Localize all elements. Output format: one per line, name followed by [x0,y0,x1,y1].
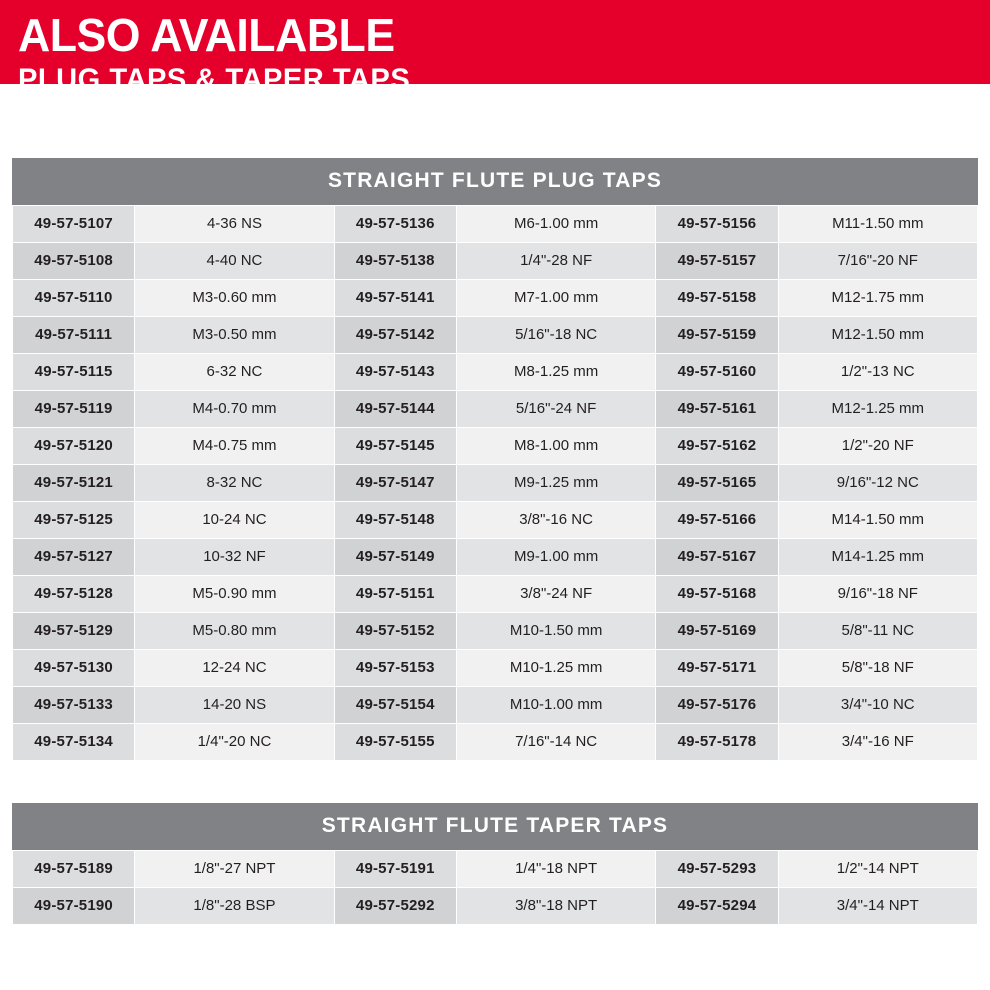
sku-cell: 49-57-5159 [656,317,778,354]
sku-cell: 49-57-5149 [334,539,456,576]
sku-cell: 49-57-5190 [13,888,135,925]
table-row [13,851,978,888]
description-cell: M12-1.75 mm [778,280,977,317]
description-cell: 1/2"-14 NPT [778,851,977,888]
table-row [13,687,978,724]
table-row [13,613,978,650]
description-cell: M7-1.00 mm [456,280,655,317]
sku-cell: 49-57-5119 [13,391,135,428]
sku-cell: 49-57-5294 [656,888,778,925]
sku-cell: 49-57-5157 [656,243,778,280]
description-cell: 3/8"-16 NC [456,502,655,539]
description-cell: M4-0.70 mm [135,391,334,428]
table-row [13,576,978,613]
table-row [13,428,978,465]
header-banner [0,0,990,96]
sku-cell: 49-57-5129 [13,613,135,650]
table-row [13,650,978,687]
description-cell: 10-24 NC [135,502,334,539]
description-cell: 1/4"-18 NPT [456,851,655,888]
table-row [13,243,978,280]
table-row [13,465,978,502]
description-cell: 3/4"-14 NPT [778,888,977,925]
sku-cell: 49-57-5148 [334,502,456,539]
description-cell: M10-1.00 mm [456,687,655,724]
sku-cell: 49-57-5108 [13,243,135,280]
sku-cell: 49-57-5191 [334,851,456,888]
description-cell: M4-0.75 mm [135,428,334,465]
plug-taps-table-wrap [12,158,978,761]
table-row [13,539,978,576]
description-cell: 3/8"-24 NF [456,576,655,613]
description-cell: 1/4"-20 NC [135,724,334,761]
description-cell: 5/16"-24 NF [456,391,655,428]
description-cell: 8-32 NC [135,465,334,502]
description-cell: 5/8"-18 NF [778,650,977,687]
table-row [13,391,978,428]
sku-cell: 49-57-5134 [13,724,135,761]
sku-cell: 49-57-5176 [656,687,778,724]
banner-subtitle: PLUG TAPS & TAPER TAPS [18,63,411,96]
sku-cell: 49-57-5167 [656,539,778,576]
description-cell: M12-1.25 mm [778,391,977,428]
description-cell: 4-36 NS [135,206,334,243]
sku-cell: 49-57-5145 [334,428,456,465]
sku-cell: 49-57-5152 [334,613,456,650]
sku-cell: 49-57-5169 [656,613,778,650]
description-cell: M5-0.90 mm [135,576,334,613]
description-cell: M8-1.25 mm [456,354,655,391]
table-row [13,280,978,317]
sku-cell: 49-57-5125 [13,502,135,539]
sku-cell: 49-57-5136 [334,206,456,243]
taper-taps-table-wrap [12,803,978,925]
sku-cell: 49-57-5178 [656,724,778,761]
sku-cell: 49-57-5171 [656,650,778,687]
description-cell: 9/16"-18 NF [778,576,977,613]
description-cell: M3-0.60 mm [135,280,334,317]
description-cell: 1/2"-20 NF [778,428,977,465]
sku-cell: 49-57-5144 [334,391,456,428]
sku-cell: 49-57-5155 [334,724,456,761]
sku-cell: 49-57-5128 [13,576,135,613]
sku-cell: 49-57-5115 [13,354,135,391]
description-cell: M11-1.50 mm [778,206,977,243]
sku-cell: 49-57-5153 [334,650,456,687]
sku-cell: 49-57-5156 [656,206,778,243]
description-cell: M9-1.00 mm [456,539,655,576]
sku-cell: 49-57-5162 [656,428,778,465]
table-row [13,502,978,539]
description-cell: 7/16"-14 NC [456,724,655,761]
table-row [13,206,978,243]
taper-taps-table [12,803,978,925]
description-cell: M5-0.80 mm [135,613,334,650]
sku-cell: 49-57-5143 [334,354,456,391]
sku-cell: 49-57-5158 [656,280,778,317]
description-cell: 1/8"-27 NPT [135,851,334,888]
spacer-between-tables [0,761,990,803]
description-cell: 3/4"-10 NC [778,687,977,724]
description-cell: 1/2"-13 NC [778,354,977,391]
description-cell: 5/8"-11 NC [778,613,977,650]
sku-cell: 49-57-5189 [13,851,135,888]
description-cell: 1/8"-28 BSP [135,888,334,925]
sku-cell: 49-57-5293 [656,851,778,888]
sku-cell: 49-57-5147 [334,465,456,502]
sku-cell: 49-57-5142 [334,317,456,354]
description-cell: 3/8"-18 NPT [456,888,655,925]
description-cell: M8-1.00 mm [456,428,655,465]
description-cell: 7/16"-20 NF [778,243,977,280]
description-cell: M14-1.25 mm [778,539,977,576]
plug-taps-table [12,158,978,761]
banner-title: ALSO AVAILABLE [18,9,395,61]
sku-cell: 49-57-5165 [656,465,778,502]
description-cell: M10-1.25 mm [456,650,655,687]
sku-cell: 49-57-5161 [656,391,778,428]
sku-cell: 49-57-5151 [334,576,456,613]
table-row [13,888,978,925]
sku-cell: 49-57-5154 [334,687,456,724]
plug-taps-table-body [13,206,978,761]
sku-cell: 49-57-5141 [334,280,456,317]
sku-cell: 49-57-5168 [656,576,778,613]
description-cell: 5/16"-18 NC [456,317,655,354]
description-cell: 12-24 NC [135,650,334,687]
description-cell: 4-40 NC [135,243,334,280]
description-cell: M9-1.25 mm [456,465,655,502]
plug-taps-table-caption: STRAIGHT FLUTE PLUG TAPS [12,158,978,205]
sku-cell: 49-57-5166 [656,502,778,539]
sku-cell: 49-57-5120 [13,428,135,465]
sku-cell: 49-57-5133 [13,687,135,724]
sku-cell: 49-57-5110 [13,280,135,317]
description-cell: 6-32 NC [135,354,334,391]
sku-cell: 49-57-5121 [13,465,135,502]
sku-cell: 49-57-5138 [334,243,456,280]
description-cell: M14-1.50 mm [778,502,977,539]
sku-cell: 49-57-5160 [656,354,778,391]
sku-cell: 49-57-5111 [13,317,135,354]
description-cell: 14-20 NS [135,687,334,724]
sku-cell: 49-57-5292 [334,888,456,925]
description-cell: M3-0.50 mm [135,317,334,354]
description-cell: 1/4"-28 NF [456,243,655,280]
description-cell: M6-1.00 mm [456,206,655,243]
sku-cell: 49-57-5107 [13,206,135,243]
table-row [13,317,978,354]
sku-cell: 49-57-5130 [13,650,135,687]
taper-taps-table-caption: STRAIGHT FLUTE TAPER TAPS [12,803,978,850]
description-cell: 9/16"-12 NC [778,465,977,502]
table-row [13,724,978,761]
description-cell: 10-32 NF [135,539,334,576]
table-row [13,354,978,391]
description-cell: 3/4"-16 NF [778,724,977,761]
sku-cell: 49-57-5127 [13,539,135,576]
description-cell: M10-1.50 mm [456,613,655,650]
description-cell: M12-1.50 mm [778,317,977,354]
taper-taps-table-body [13,851,978,925]
